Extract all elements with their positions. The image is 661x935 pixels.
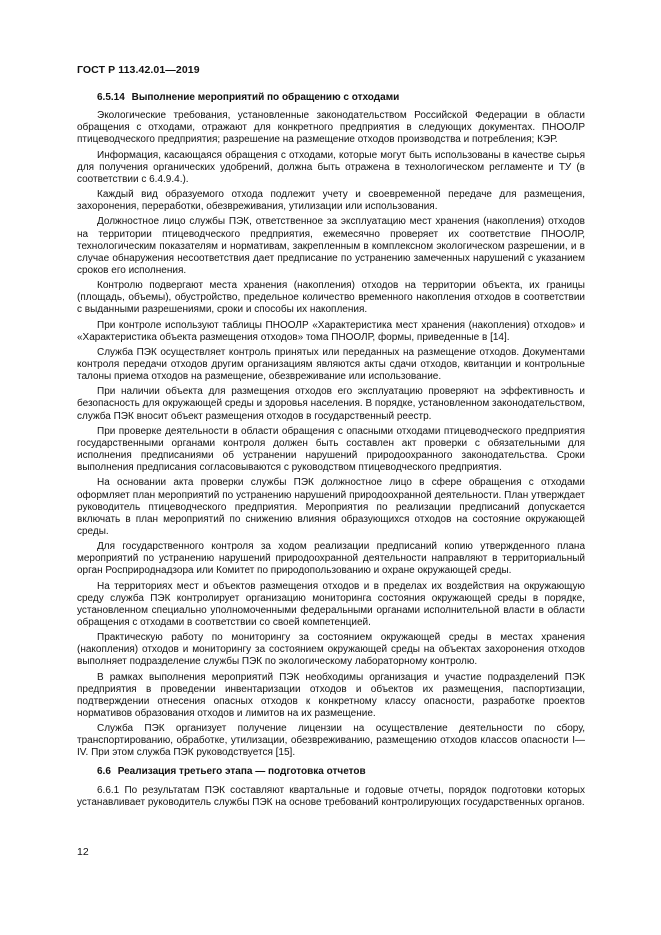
section-title: Выполнение мероприятий по обращению с отходами bbox=[131, 92, 400, 103]
section-heading-6-5-14 bbox=[77, 92, 585, 104]
paragraph: При наличии объекта для размещения отходов его эксплуатацию проверяют на эффективность и безопасность для окружающей среды и здоровья населения. В порядке, установленном законодательством, служба ПЭК вносит объект размещения отходов в государственный реестр. bbox=[77, 386, 585, 422]
paragraph: Практическую работу по мониторингу за состоянием окружающей среды в местах хранения (накопления) отходов и мониторингу за состоянием окружающей среды на объектах захоронения отходов выполняет подразделение службы ПЭК по экологическому лабораторному контролю. bbox=[77, 632, 585, 668]
standard-code-header: ГОСТ Р 113.42.01—2019 bbox=[77, 64, 200, 76]
paragraph: Служба ПЭК организует получение лицензии на осуществление деятельности по сбору, транспортированию, обработке, утилизации, обезвреживанию, размещению отходов классов опасности I—IV. При этом служба ПЭК руководствуется [15]. bbox=[77, 723, 585, 759]
paragraph: На основании акта проверки службы ПЭК должностное лицо в сфере обращения с отходами оформляет план мероприятий по устранению нарушений природоохранной деятельности. План утверждает руководитель птицеводческого предприятия. Мероприятия по реализации предписаний допускается включать в план мероприятий по снижению влияния образующихся отходов на состояние окружающей среды. bbox=[77, 477, 585, 537]
paragraph: На территориях мест и объектов размещения отходов и в пределах их воздействия на окружающую среду служба ПЭК контролирует организацию мониторинга состояния окружающей среды в порядке, установленном специально уполномоченными федеральными органами исполнительной власти в области обращения с отходами в соответствии со своей компетенцией. bbox=[77, 580, 585, 628]
paragraph: Информация, касающаяся обращения с отходами, которые могут быть использованы в качестве сырья для получения органических удобрений, должна быть отражена в технологическом регламенте и ТУ (в соответствии с 6.4.9.4.). bbox=[77, 149, 585, 185]
page-number: 12 bbox=[77, 846, 89, 858]
paragraph: Каждый вид образуемого отхода подлежит учету и своевременной передаче для размещения, захоронения, переработки, обезвреживания, утилизации или использования. bbox=[77, 189, 585, 213]
paragraph: Служба ПЭК осуществляет контроль принятых или переданных на размещение отходов. Документами контроля передачи отходов другим организациям являются акты сдачи отходов, квитанции и контрольные талоны приема отходов на размещение, обезвреживание или использование. bbox=[77, 346, 585, 383]
section-number: 6.5.14 bbox=[97, 92, 125, 103]
paragraph: В рамках выполнения мероприятий ПЭК необходимы организация и участие подразделений ПЭК предприятия в проведении инвентаризации отходов и объектов их размещения, паспортизации, подтверждении отнесения опасных отходов к конкретному классу опасности, разработке проектов нормативов образования отходов и лимитов на их размещение. bbox=[77, 671, 585, 719]
paragraph: 6.6.1 По результатам ПЭК составляют квартальные и годовые отчеты, порядок подготовки которых устанавливает руководитель службы ПЭК на основе требований контролирующих государственных органов. bbox=[77, 784, 585, 808]
paragraph: Экологические требования, установленные законодательством Российской Федерации в области обращения с отходами, отражают для конкретного предприятия в следующих документах. ПНООЛР птицеводческого предприятия; разрешение на размещение отходов производства и потребления; КЭР. bbox=[77, 110, 585, 146]
paragraph: При проверке деятельности в области обращения с опасными отходами птицеводческого предприятия государственными органами контроля должен быть составлен акт проверки с обязательными для исполнения предписаниями об устранении нарушений природоохранного законодательства. Сроки выполнения предписания согласовываются с руководством птицеводческого предприятия. bbox=[77, 425, 585, 474]
document-body bbox=[77, 92, 585, 812]
section-heading-6-6 bbox=[77, 766, 585, 778]
paragraph: При контроле используют таблицы ПНООЛР «Характеристика мест хранения (накопления) отходов» и «Характеристика объекта размещения отходов» тома ПНООЛР, формы, приведенные в [14]. bbox=[77, 319, 585, 343]
section-title: Реализация третьего этапа — подготовка отчетов bbox=[117, 766, 366, 778]
section-number: 6.6 bbox=[97, 766, 111, 778]
paragraph: Должностное лицо службы ПЭК, ответственное за эксплуатацию мест хранения (накопления) отходов на территории птицеводческого предприятия, ежемесячно проверяет их соответствие ПНООЛР, технологическим показателям и нормативам, закрепленным в комплексном экологическом разрешении, и в случае обнаружения несоответствия дает предписание по устранению замеченных нарушений с указанием сроков его исполнения. bbox=[77, 216, 585, 276]
paragraph: Контролю подвергают места хранения (накопления) отходов на территории объекта, их границы (площадь, объемы), обустройство, предельное количество временного накопления отходов в соответствии с выданными разрешениями, сроки и способы их накопления. bbox=[77, 280, 585, 316]
paragraph: Для государственного контроля за ходом реализации предписаний копию утвержденного плана мероприятий по устранению нарушений природоохранной деятельности направляют в территориальный орган Росприроднадзора или Комитет по природопользованию и охране окружающей среды. bbox=[77, 541, 585, 577]
